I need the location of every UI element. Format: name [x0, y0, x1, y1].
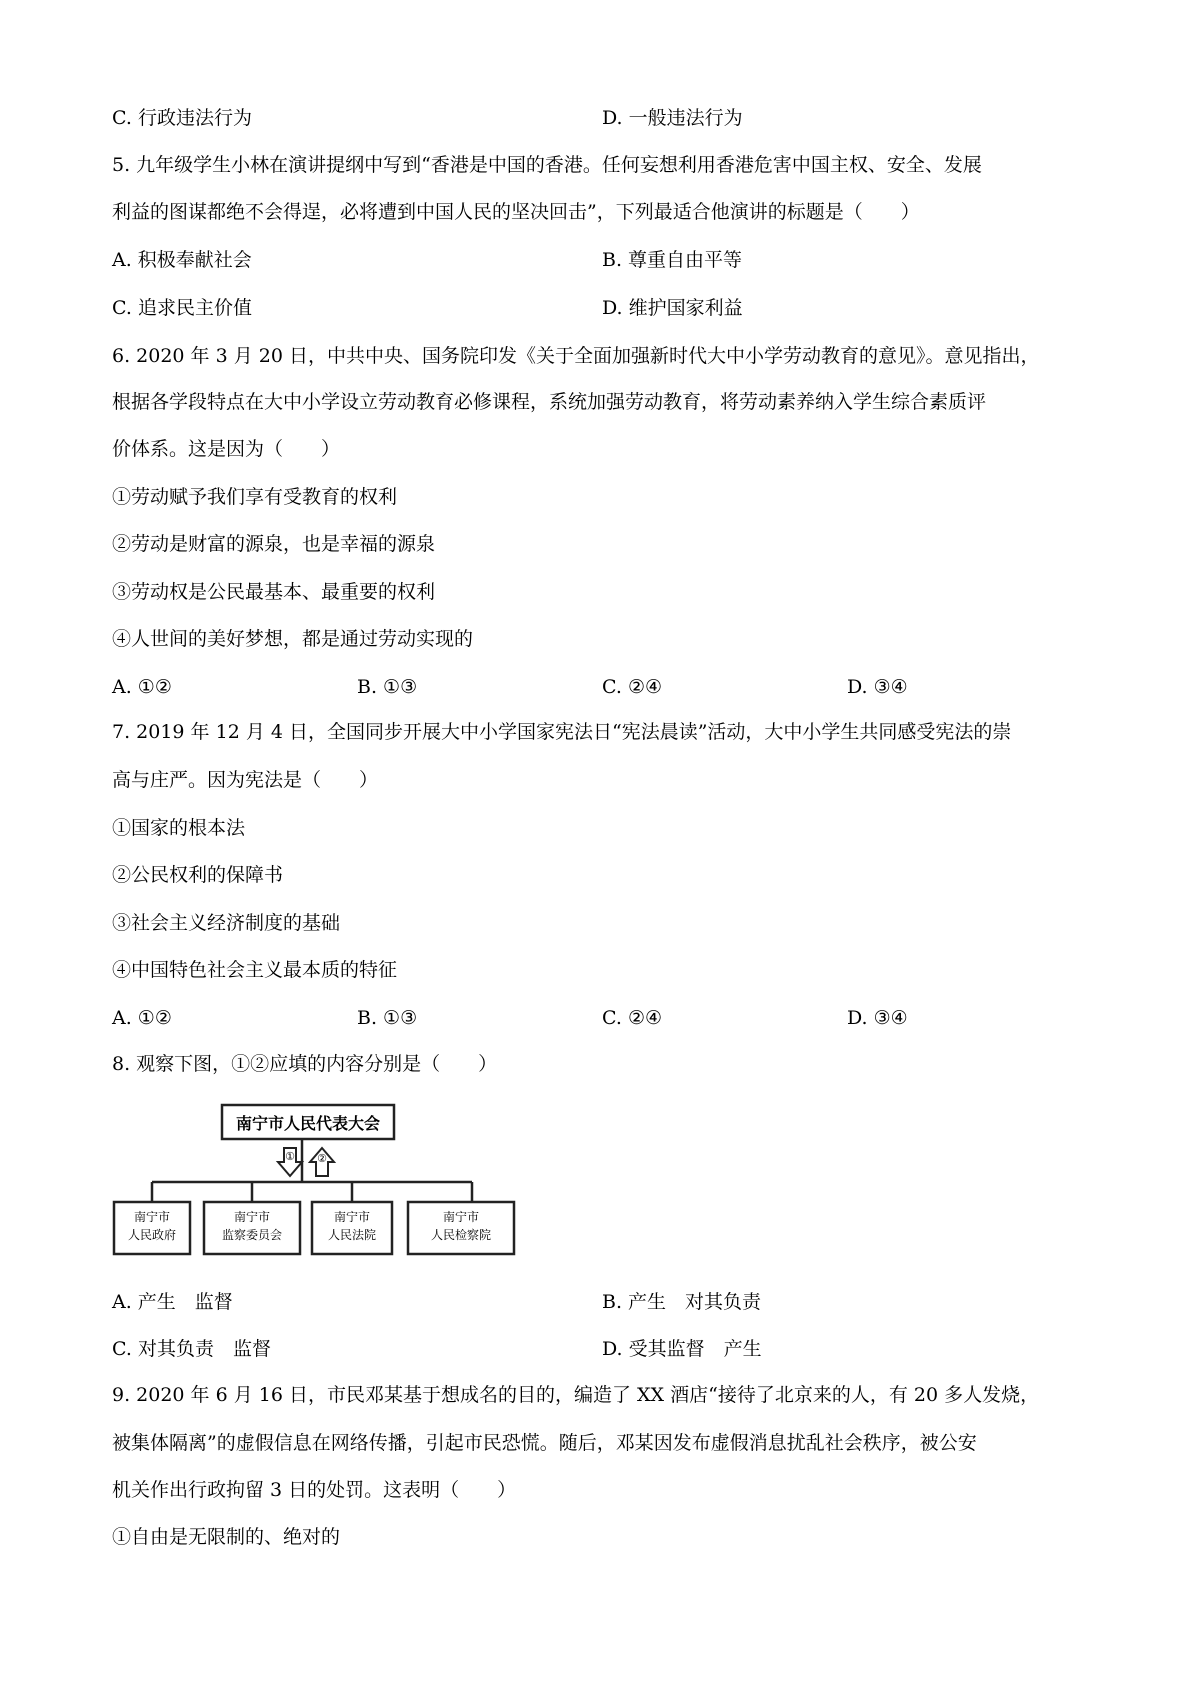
q9-item-1: ①自由是无限制的、绝对的 [112, 1526, 341, 1548]
q7-item-3: ③社会主义经济制度的基础 [112, 912, 341, 934]
q8-option-d: D. 受其监督 产生 [602, 1338, 762, 1360]
q6-option-d: D. ③④ [847, 676, 908, 698]
diagram-box-procuratorate-line2: 人民检察院 [430, 1228, 491, 1242]
q6-stem-line-2: 根据各学段特点在大中小学设立劳动教育必修课程，系统加强劳动教育，将劳动素养纳入学生综合素质评 [112, 391, 987, 413]
q6-item-2: ②劳动是财富的源泉，也是幸福的源泉 [112, 533, 436, 555]
diagram-box-court [312, 1208, 392, 1244]
q6-option-b: B. ①③ [357, 676, 418, 698]
diagram-box-supervision-line1: 南宁市 [233, 1210, 270, 1224]
q5-option-d: D. 维护国家利益 [602, 297, 743, 319]
q5-option-a: A. 积极奉献社会 [112, 249, 252, 271]
diagram-box-supervision [204, 1208, 300, 1244]
diagram-box-government [114, 1208, 190, 1244]
q9-stem-line-1: 9. 2020 年 6 月 16 日，市民邓某基于想成名的目的，编造了 XX 酒店“接待了北京来的人，有 20 多人发烧， [112, 1384, 1040, 1406]
q7-stem-line-1: 7. 2019 年 12 月 4 日，全国同步开展大中小学国家宪法日“宪法晨读”活动，大中小学生共同感受宪法的崇 [112, 721, 1012, 743]
q6-item-1: ①劳动赋予我们享有受教育的权利 [112, 486, 398, 508]
q7-stem-line-2: 高与庄严。因为宪法是（ ） [112, 769, 379, 791]
org-diagram [112, 1100, 522, 1270]
q9-stem-line-3: 机关作出行政拘留 3 日的处罚。这表明（ ） [112, 1479, 517, 1501]
q5-option-b: B. 尊重自由平等 [602, 249, 743, 271]
q7-item-1: ①国家的根本法 [112, 817, 246, 839]
q6-item-3: ③劳动权是公民最基本、最重要的权利 [112, 581, 436, 603]
q8-option-b: B. 产生 对其负责 [602, 1291, 762, 1313]
diagram-arrow-label-1: ① [285, 1150, 295, 1163]
q9-stem-line-2: 被集体隔离”的虚假信息在网络传播，引起市民恐慌。随后，邓某因发布虚假消息扰乱社会秩序，被公安 [112, 1432, 977, 1454]
diagram-box-court-line1: 南宁市 [333, 1210, 370, 1224]
q7-option-a: A. ①② [112, 1007, 172, 1029]
diagram-box-procuratorate [408, 1208, 514, 1244]
q6-option-a: A. ①② [112, 676, 172, 698]
q7-option-d: D. ③④ [847, 1007, 908, 1029]
q5-option-c: C. 追求民主价值 [112, 297, 252, 319]
q7-item-4: ④中国特色社会主义最本质的特征 [112, 959, 398, 981]
diagram-arrow-label-2: ② [317, 1152, 327, 1165]
diagram-top-box: 南宁市人民代表大会 [235, 1113, 380, 1133]
q7-option-c: C. ②④ [602, 1007, 663, 1029]
q5-stem-line-1: 5. 九年级学生小林在演讲提纲中写到“香港是中国的香港。任何妄想利用香港危害中国主权、安全、发展 [112, 154, 982, 176]
diagram-box-government-line2: 人民政府 [127, 1228, 176, 1242]
q6-option-c: C. ②④ [602, 676, 663, 698]
q8-option-c: C. 对其负责 监督 [112, 1338, 271, 1360]
diagram-box-court-line2: 人民法院 [327, 1228, 376, 1242]
q6-item-4: ④人世间的美好梦想，都是通过劳动实现的 [112, 628, 474, 650]
q7-item-2: ②公民权利的保障书 [112, 864, 284, 886]
diagram-box-procuratorate-line1: 南宁市 [442, 1210, 479, 1224]
q4-option-d: D. 一般违法行为 [602, 107, 743, 129]
q6-stem-line-3: 价体系。这是因为（ ） [112, 438, 341, 460]
q7-option-b: B. ①③ [357, 1007, 418, 1029]
q5-stem-line-2: 利益的图谋都绝不会得逞，必将遭到中国人民的坚决回击”，下列最适合他演讲的标题是（ ） [112, 201, 920, 223]
diagram-box-government-line1: 南宁市 [133, 1210, 170, 1224]
q6-stem-line-1: 6. 2020 年 3 月 20 日，中共中央、国务院印发《关于全面加强新时代大中小学劳动教育的意见》。意见指出， [112, 345, 1040, 367]
diagram-box-supervision-line2: 监察委员会 [221, 1228, 282, 1242]
q4-option-c: C. 行政违法行为 [112, 107, 252, 129]
q8-stem: 8. 观察下图，①②应填的内容分别是（ ） [112, 1053, 498, 1075]
q8-option-a: A. 产生 监督 [112, 1291, 233, 1313]
